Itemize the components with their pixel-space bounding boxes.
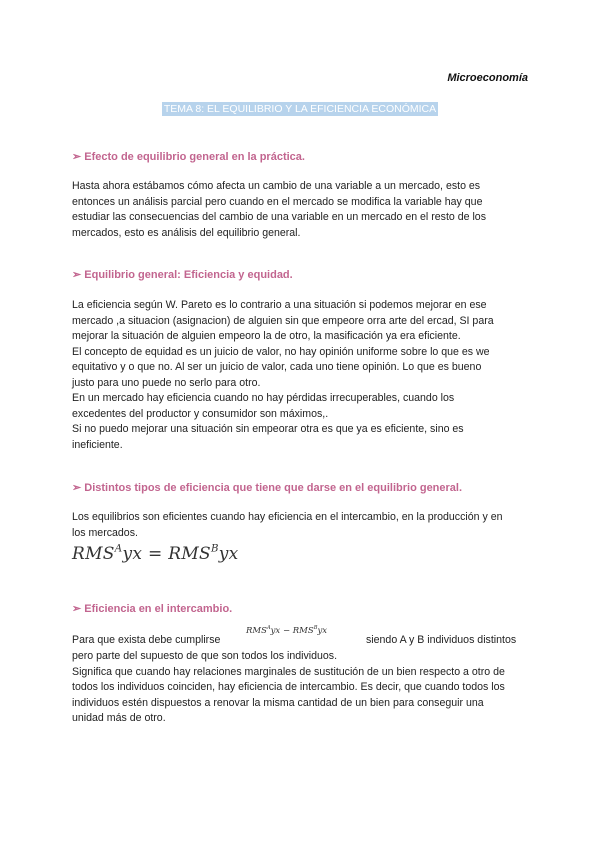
section-4-line: todos los individuos coinciden, hay eficiencia de intercambio. Es decir, que cuando todos los — [72, 681, 505, 693]
formula-equals: = — [147, 544, 163, 564]
rms-equality-formula — [72, 544, 239, 564]
section-3-heading: ➢ Distintos tipos de eficiencia que tiene que darse en el equilibrio general. — [72, 482, 463, 494]
formula-right-base: RMS — [168, 544, 211, 564]
section-4-heading: ➢ Eficiencia en el intercambio. — [72, 603, 233, 615]
section-2-line: mercado ,a situacion (asignacion) de alguien sin que empeore orra arte del ercad, SI para — [72, 314, 494, 327]
inline-formula-right-sup: B — [313, 625, 318, 632]
section-3-line: Los equilibrios son eficientes cuando hay eficiencia en el intercambio, en la producción y en — [72, 511, 503, 523]
section-1-line: mercados, esto es análisis del equilibrio general. — [72, 226, 301, 239]
section-2-line: La eficiencia según W. Pareto es lo contrario a una situación si podemos mejorar en ese — [72, 299, 487, 311]
section-2-line: ineficiente. — [72, 438, 123, 451]
section-2-body — [72, 298, 532, 453]
inline-formula-right-base: RMS — [292, 626, 314, 636]
section-2-heading: ➢ Equilibrio general: Eficiencia y equidad. — [72, 269, 293, 281]
section-2-line: excedentes del productor y consumidor son máximos,. — [72, 407, 329, 420]
section-2-line: En un mercado hay eficiencia cuando no hay pérdidas irrecuperables, cuando los — [72, 392, 455, 404]
section-1-line: estudiar las consecuencias del cambio de una variable en un mercado en el resto de los — [72, 211, 486, 223]
formula-left-base: RMS — [72, 544, 115, 564]
section-4-line: individuos estén dispuestos a renovar la misma cantidad de un bien para conseguir una — [72, 696, 484, 709]
formula-left-tail: yx — [122, 544, 143, 564]
formula-right-tail: yx — [218, 544, 239, 564]
formula-left-sup: A — [114, 543, 123, 555]
section-1-line: entonces un análisis parcial pero cuando en el mercado se modifica la variable hay que — [72, 195, 483, 208]
section-4-line: Significa que cuando hay relaciones marginales de sustitución de un bien respecto a otro de — [72, 665, 505, 678]
section-1-body — [72, 179, 532, 241]
header-subject: Microeconomía — [447, 72, 528, 84]
inline-formula-right-tail: yx — [317, 626, 328, 636]
formula-right-sup: B — [210, 543, 219, 555]
inline-formula-left-tail: yx — [270, 626, 281, 636]
section-3-body — [72, 510, 532, 541]
document-title — [0, 103, 600, 115]
section-2-line: mejorar la situación de alguien empeoro la de otro, la masificación ya era eficiente. — [72, 330, 461, 342]
rms-inline-formula — [246, 626, 327, 636]
section-2-line: El concepto de equidad es un juicio de valor, no hay opinión uniforme sobre lo que es we — [72, 345, 490, 358]
section-1-line: Hasta ahora estábamos cómo afecta un cambio de una variable a un mercado, esto es — [72, 180, 481, 192]
section-3-line: los mercados. — [72, 526, 138, 539]
section-4-inline-after: siendo A y B individuos distintos — [366, 634, 517, 646]
section-4-line: unidad más de otro. — [72, 712, 166, 724]
document-title-highlight: TEMA 8: EL EQUILIBRIO Y LA EFICIENCIA ECONÓMICA — [163, 103, 437, 115]
section-2-line: justo para uno puede no serlo para otro. — [72, 376, 261, 389]
section-4-inline-before: Para que exista debe cumplirse — [72, 634, 221, 646]
inline-formula-left-sup: A — [266, 625, 271, 632]
inline-formula-op: − — [282, 626, 291, 636]
section-2-line: Si no puedo mejorar una situación sin empeorar otra es que ya es eficiente, sino es — [72, 423, 464, 435]
section-4-line: pero parte del supuesto de que son todos los individuos. — [72, 650, 338, 662]
section-4-body — [72, 649, 532, 727]
inline-formula-left-base: RMS — [246, 626, 267, 636]
section-1-heading: ➢ Efecto de equilibrio general en la práctica. — [72, 151, 305, 163]
section-2-line: equitativo y o que no. Al ser un juicio de valor, cada uno tiene opinión. Lo que es bueno — [72, 361, 482, 373]
